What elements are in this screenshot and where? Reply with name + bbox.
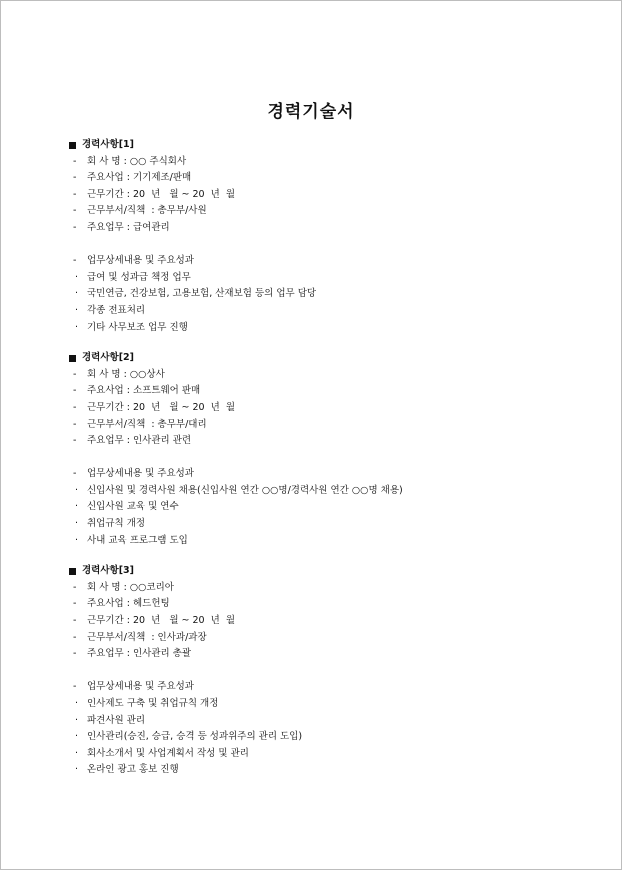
duties-heading-text: 업무상세내용 및 주요성과 — [87, 468, 194, 480]
section-heading-text: 경력사항[1] — [82, 139, 135, 150]
square-bullet-icon — [69, 142, 76, 149]
dot-marker: · — [75, 484, 79, 496]
info-item-department — [69, 630, 589, 647]
dot-marker: · — [75, 304, 79, 316]
dash-marker: - — [73, 172, 77, 184]
info-item-period — [69, 400, 589, 417]
duty-text: 파견사원 관리 — [87, 714, 146, 726]
duties-heading — [69, 253, 589, 270]
dot-marker: · — [75, 534, 79, 546]
duty-item — [69, 746, 589, 763]
duty-list — [69, 483, 589, 549]
field-label: 근무부서/직책 — [87, 418, 149, 430]
career-info-list — [69, 580, 589, 663]
field-separator: : — [148, 631, 158, 643]
field-separator: : — [123, 435, 133, 447]
info-item-business — [69, 170, 589, 187]
duty-text: 취업규칙 개정 — [87, 518, 146, 530]
field-value: 총무부/사원 — [157, 205, 207, 217]
info-item-company — [69, 367, 589, 384]
duty-text: 온라인 광고 홍보 진행 — [87, 764, 179, 776]
dash-marker: - — [73, 615, 77, 627]
field-separator: : — [123, 385, 133, 397]
career-info-list — [69, 154, 589, 237]
spacer — [69, 450, 589, 467]
field-separator: : — [120, 155, 130, 167]
duty-text: 신입사원 교육 및 연수 — [87, 501, 179, 513]
document-body — [69, 137, 589, 793]
field-label: 주요업무 — [87, 648, 124, 660]
dash-marker: - — [73, 401, 77, 413]
section-heading — [69, 137, 589, 154]
career-info-list — [69, 367, 589, 450]
field-value: 총무부/대리 — [157, 418, 207, 430]
dot-marker: · — [75, 501, 79, 513]
dot-marker: · — [75, 764, 79, 776]
section-heading-text: 경력사항[2] — [82, 352, 135, 364]
field-value: ○○ 주식회사 — [129, 155, 187, 167]
field-label: 주요사업 — [87, 598, 124, 610]
dash-marker: - — [73, 205, 77, 217]
section-heading — [69, 563, 589, 580]
spacer — [69, 663, 589, 680]
dash-marker: - — [73, 385, 77, 397]
duty-text: 사내 교육 프로그램 도입 — [87, 534, 188, 546]
field-separator: : — [123, 598, 133, 610]
dash-marker: - — [73, 155, 77, 167]
duties-heading-text: 업무상세내용 및 주요성과 — [87, 681, 194, 693]
info-item-duty — [69, 433, 589, 450]
field-value: 20 년 월 ~ 20 년 월 — [132, 401, 236, 413]
field-value: 소프트웨어 판매 — [132, 385, 201, 397]
field-separator: : — [123, 648, 133, 660]
section-heading-text: 경력사항[3] — [82, 565, 135, 577]
dash-marker: - — [73, 468, 77, 480]
info-item-company — [69, 580, 589, 597]
duty-list — [69, 696, 589, 779]
duty-text: 각종 전표처리 — [87, 304, 146, 316]
dash-marker: - — [73, 418, 77, 430]
field-label: 주요업무 — [87, 435, 124, 447]
field-label: 주요업무 — [87, 221, 124, 233]
duty-item — [69, 729, 589, 746]
duties-heading — [69, 679, 589, 696]
duty-item — [69, 713, 589, 730]
duty-text: 신입사원 및 경력사원 채용(신입사원 연간 ○○명/경력사원 연간 ○○명 채용) — [87, 484, 403, 496]
field-value: 인사관리 총괄 — [132, 648, 192, 660]
duty-item — [69, 516, 589, 533]
dot-marker: · — [75, 321, 79, 333]
dot-marker: · — [75, 714, 79, 726]
duties-heading — [69, 466, 589, 483]
dash-marker: - — [73, 435, 77, 447]
dot-marker: · — [75, 271, 79, 283]
duty-text: 기타 사무보조 업무 진행 — [87, 321, 188, 333]
square-bullet-icon — [69, 355, 76, 362]
section-heading — [69, 350, 589, 367]
dash-marker: - — [73, 631, 77, 643]
field-separator: : — [120, 581, 130, 593]
info-item-business — [69, 596, 589, 613]
field-separator: : — [148, 205, 158, 217]
field-separator: : — [123, 172, 133, 184]
field-value: 20 년 월 ~ 20 년 월 — [132, 188, 236, 200]
duty-item — [69, 499, 589, 516]
dot-marker: · — [75, 288, 79, 300]
field-value: 기기제조/판매 — [132, 172, 192, 184]
field-label: 근무기간 — [87, 615, 124, 627]
duty-item — [69, 762, 589, 779]
field-label: 근무기간 — [87, 188, 124, 200]
field-separator: : — [123, 401, 133, 413]
duty-text: 인사제도 구축 및 취업규칙 개정 — [87, 698, 219, 709]
duty-list — [69, 270, 589, 336]
career-section — [69, 350, 589, 549]
career-section — [69, 137, 589, 336]
field-label: 주요사업 — [87, 172, 124, 184]
field-label: 회 사 명 — [87, 155, 121, 167]
field-label: 주요사업 — [87, 385, 124, 397]
duty-item — [69, 270, 589, 287]
field-label: 근무기간 — [87, 401, 124, 413]
info-item-company — [69, 154, 589, 171]
field-value: 헤드헌팅 — [132, 598, 170, 610]
duty-item — [69, 696, 589, 713]
duty-item — [69, 303, 589, 320]
info-item-department — [69, 417, 589, 434]
field-value: 20 년 월 ~ 20 년 월 — [132, 615, 236, 627]
duty-text: 국민연금, 건강보험, 고용보험, 산재보험 등의 업무 담당 — [87, 288, 317, 300]
info-item-period — [69, 187, 589, 204]
duties-heading-text: 업무상세내용 및 주요성과 — [87, 255, 194, 267]
duty-item — [69, 286, 589, 303]
info-item-duty — [69, 220, 589, 237]
info-item-business — [69, 383, 589, 400]
dot-marker: · — [75, 731, 79, 743]
dash-marker: - — [73, 368, 77, 380]
duty-text: 급여 및 성과급 책정 업무 — [87, 271, 191, 283]
square-bullet-icon — [69, 568, 76, 575]
career-section — [69, 563, 589, 779]
info-item-duty — [69, 646, 589, 663]
document-title: 경력기술서 — [267, 102, 355, 122]
duty-text: 회사소개서 및 사업계획서 작성 및 관리 — [87, 747, 249, 759]
dot-marker: · — [75, 518, 79, 530]
dash-marker: - — [73, 221, 77, 233]
dot-marker: · — [75, 747, 79, 759]
field-value: 인사관리 관련 — [132, 435, 192, 447]
info-item-period — [69, 613, 589, 630]
field-separator: : — [123, 188, 133, 200]
field-separator: : — [123, 615, 133, 627]
duty-item — [69, 320, 589, 337]
dash-marker: - — [73, 598, 77, 610]
duty-item — [69, 533, 589, 550]
spacer — [69, 237, 589, 254]
info-item-department — [69, 203, 589, 220]
dot-marker: · — [75, 698, 79, 709]
dash-marker: - — [73, 188, 77, 200]
dash-marker: - — [73, 581, 77, 593]
field-separator: : — [148, 418, 158, 430]
dash-marker: - — [73, 255, 77, 267]
field-value: ○○상사 — [129, 368, 165, 380]
duty-text: 인사관리(승진, 승급, 승격 등 성과위주의 관리 도입) — [87, 731, 303, 743]
field-value: 인사과/과장 — [157, 631, 207, 643]
field-label: 회 사 명 — [87, 581, 121, 593]
dash-marker: - — [73, 648, 77, 660]
field-separator: : — [123, 221, 133, 233]
field-value: ○○코리아 — [129, 581, 174, 593]
field-label: 근무부서/직책 — [87, 205, 149, 217]
field-value: 급여관리 — [132, 221, 170, 233]
field-label: 근무부서/직책 — [87, 631, 149, 643]
dash-marker: - — [73, 681, 77, 693]
duty-item — [69, 483, 589, 500]
field-label: 회 사 명 — [87, 368, 121, 380]
field-separator: : — [120, 368, 130, 380]
